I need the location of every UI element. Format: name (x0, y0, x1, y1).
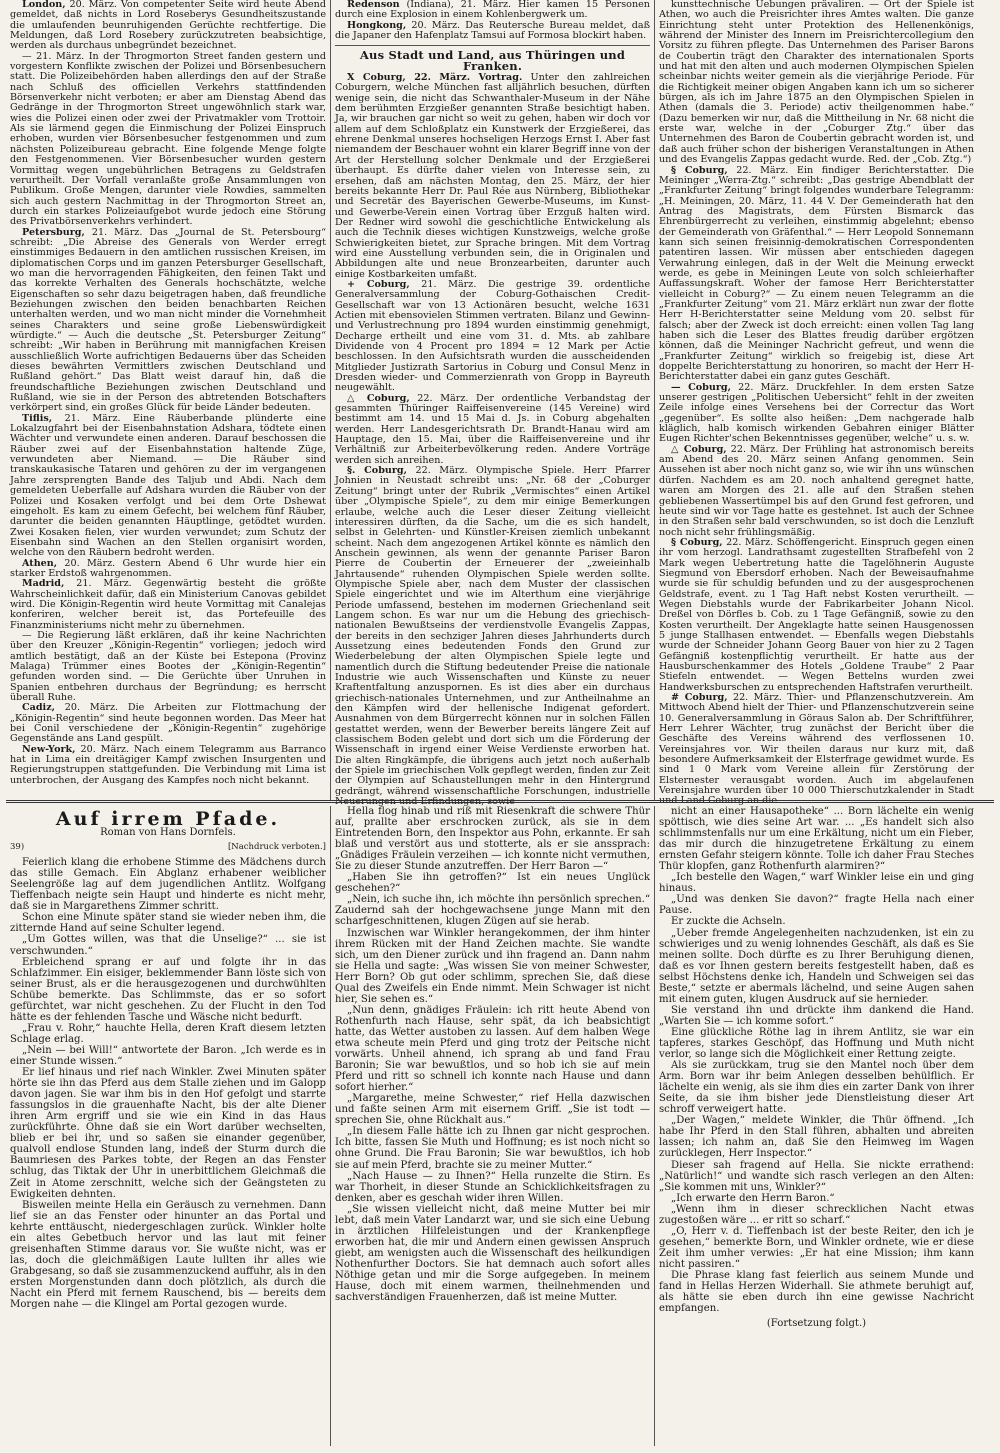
news-item (659, 383, 974, 445)
news-item (659, 538, 974, 693)
news-item-dateline: Tiflis, (22, 412, 53, 424)
news-item-dateline: + Coburg, (347, 278, 410, 290)
news-item-text: 21. März. Eine Räuberbande plünderte eine Lokalzugfahrt bei der Eisenbahnstation Adshara, tödtete einen Wächter und verwundete einen anderen. Darauf beschossen die Räuber zwei auf der Eisenbahnstation haltende Züge, verwundeten aber Niemand. — Die Räuber sind transkaukasische Tataren und gehören zu der im vergangenen Jahre zersprengten Bande des Taljub und Abdi. Nach dem gemeldeten Ueberfalle auf Adshara wurden die Räuber von der Polizei und Kosaken verfolgt und bei dem Orte Dshewat eingeholt. Es kam zu einem Gefecht, bei welchem fünf Räuber, darunter die beiden genannten Häuptlinge, getödtet wurden. Zwei Kosaken fielen, vier wurden verwundet; zum Schutz der Eisenbahn sind Wachen an den Stellen organisirt worden, welche von den Räubern bedroht werden. (10, 412, 326, 559)
feuilleton-section (6, 806, 994, 1446)
reprint-notice: [Nachdruck verboten.] (227, 842, 326, 853)
news-item (10, 559, 326, 580)
news-item-dateline: — Coburg, (671, 381, 731, 393)
story-paragraph: „Frau v. Rohr,“ hauchte Hella, deren Kraft diesem letzten Schlage erlag. (10, 1022, 326, 1045)
story-paragraph: „Sie wissen vielleicht nicht, daß meine Mutter bei mir lebt, daß mein Vater Landarzt war, und sie sich eine Uebung in ärztlichen Hilfeleistungen und der Krankenpflege erworben hat, die mir und Andern einen gewissen Anspruch giebt, am wenigsten auch die Wissenschaft des heilkundigen Nothenfurther Doctors. Sie hat demnach auch sofort alles Nöthige getan und mir die Sorge aufgegeben. In meinem Hause, doch mit einem warmen, theilnehmenden und sachverständigen Frauenherzen, daß ist meine Mutter. (335, 1203, 650, 1304)
news-item (659, 0, 974, 166)
news-item (10, 414, 326, 559)
news-item-text: 20. März. Von competenter Seite wird heute Abend gemeldet, daß nichts in Lord Roseberys Gesundheitszustande die umlaufenden beunruhigenden Gerüchte rechtfertige. Die Meldungen, daß Lord Rosebery zurückzutreten beabsichtige, werden als durchaus unbegründet bezeichnet. (10, 0, 326, 52)
news-item-dateline: London, (22, 0, 66, 10)
news-item-text: 22. März. Thier- und Pflanzenschutzverein. Am Mittwoch Abend hielt der Thier- und Pflanzenschutzverein seine 10. Generalversammlung in Göraus Salon ab. Der Schriftführer, Herr Lehrer Wächter, trug zunächst der Bericht über die Geschäfte des Vereins während des verflossenen 10. Vereinsjahres vor. Wir theilen daraus nur kurz mit, daß besondere Aufmerksamkeit der Elsterfrage gewidmet wurde. Es sind 1 0 Mark vom Vereine allein für Zerstörung der Elsternester verausgabt worden. Auch im abgelaufenen Vereinsjahre wurden über 10 000 Thierschutzkalender in Stadt und Land Coburg an die (659, 692, 975, 807)
continued-note: (Fortsetzung folgt.) (766, 1318, 867, 1330)
story-paragraph: „Und was denken Sie davon?“ fragte Hella nach einer Pause. (659, 894, 974, 917)
news-item (659, 445, 974, 538)
news-item (10, 0, 326, 52)
story-paragraph: Die Phrase klang fast feierlich aus seinem Munde und fand in Hellas Herzen Widerhall. Sie athmete beruhigt auf, als hätte sie eben durch ihn eine gewisse Nachricht empfangen. (659, 1269, 974, 1315)
news-item-dateline: Cadiz, (22, 702, 55, 714)
news-item-text: 20. März. Gestern Abend 6 Uhr wurde hier ein starker Erdstoß wahrgenommen. (10, 557, 326, 579)
news-item (335, 466, 650, 807)
section-heading: Aus Stadt und Land, aus Thüringen und Franken. (335, 45, 650, 71)
story-paragraph: Feierlich klang die erhobene Stimme des Mädchens durch das stille Gemach. Ein Abglanz erhabener weiblicher Seelengröße lag auf dem jugendlichen Antlitz. Wolfgang Tieffenbach neigte sein Haupt und hinderte es nicht mehr, daß sie in Margarethens Zimmer schritt. (10, 857, 326, 913)
feuilleton-column-3 (654, 806, 978, 1446)
news-item (10, 228, 326, 414)
news-item-dateline: X Coburg, 22. März. Vortrag. (347, 72, 523, 84)
newspaper-page (6, 0, 994, 1453)
news-item-text: 21. März. Gegenwärtig besteht die größte Wahrscheinlichkeit dafür, daß ein Ministerium Canovas gebildet wird. Die Königin-Regentin wird heute Vormittag mit Canalejas konferiren, welcher bereit ist, das Portefeuille des Finanzministeriums nicht mehr zu übernehmen. (10, 578, 326, 631)
news-item-text: 21. März. Die gestrige 39. ordentliche Generalversammlung der Coburg-Gothaischen Credit-Gesellschaft war von 13 Actionären besucht, welche 1631 Actien mit ebensovielen Stimmen vertraten. Bilanz und Gewinn- und Verlustrechnung pro 1894 wurden einstimmig genehmigt, Decharge ertheilt und eine vom 31. d. Mts. ab zahlbare Dividende von 4 Procent pro 1894 = 12 Mark per Actie beschlossen. In den Aufsichtsrath wurden die ausscheidenden Mitglieder Justizrath Sartorius in Coburg und Consul Menz in Dresden wieder- und Commerzienrath von Gropp in Bayreuth neugewählt. (335, 278, 651, 394)
news-column-2-intro (335, 0, 650, 41)
feuilleton-column-1 (6, 806, 330, 1446)
news-item-text: 20. März. Die Arbeiten zur Flottmachung der „Königin-Regentin“ sind heute begonnen worden. Das Meer hat bei Conil verschiedene der „Königin-Regentin“ zugehörige Gegenstände ans Land gespült. (10, 702, 326, 745)
story-paragraph: „Nun denn, gnädiges Fräulein: ich ritt heute Abend von Rothenfurth nach Hause, sehr spät, da ich beabsichtigt hatte, das Wetter austoben zu lassen. Auf dem halben Wege etwa scheute mein Pferd und ging trotz der Peitsche nicht vorwärts. Unheil ahnend, ich sprang ab und fand Frau Baronin; Sie war bewußtlos, und so hob ich sie auf mein Pferd und ritt so schnell ich konnte nach Hause und dann sofort hierher.“ (335, 1004, 650, 1094)
news-item-text: (Indiana), 21. März. Hier kamen 15 Personen durch eine Explosion in einem Kohlenbergwerk um. (335, 0, 650, 21)
news-item-dateline: △ Coburg, (347, 392, 410, 404)
news-item-text: — 21. März. In der Throgmorton Street fanden gestern und vorgestern Konflikte zwischen der Polizei und Börsenbesuchern statt. Die Polizeibehörden haben allerdings den auf der Straße nach Schluß des officiellen Verkehrs stattfindenden Börsenverkehr nicht verboten; er aber am Dienstag Abend das Gedränge in der Throgmorton Street ungewöhnlich stark war, wies die Polizei einen oder zwei der Privatmakler vom Trottoir. Als sie lärmend gegen die Einmischung der Polizei Einspruch erhoben, wurden vier Börsenbesucher festgenommen und zum nächsten Polizeibureau gebracht. Eine folgende Menge folgte den Festgenommenen. Vier Börsenbesucher wurden gestern Vormittag wegen ungebührlichen Betragens zu Geldstrafen verurtheilt. Der Vorfall veranlaßte große Ansammlungen von Publikum. Große Mengen, darunter viele Rowdies, sammelten sich auch gestern Nachmittag in der Throgmorton Street an, durch ein starkes Polizeiaufgebot wurde jedoch eine Störung des Privatbörsenverkehrs verhindert. (10, 50, 326, 228)
story-paragraph: Schon eine Minute später stand sie wieder neben ihm, die zitternde Hand auf seine Schulter legend. (10, 912, 326, 935)
news-item (659, 693, 974, 807)
news-item-dateline: §. Coburg, (347, 465, 407, 477)
story-paragraph: Bisweilen meinte Hella ein Geräusch zu vernehmen. Dann lief sie an das Fenster oder hinunter an das Portal und kehrte enttäuscht, niedergeschlagen zurück. Winkler holte ein altes Gebetbuch hervor und las laut mit feiner greisenhaften Stimme daraus vor. Sie wußte nicht, was er las, doch die gleichmäßigen Laute lullten ihr alles wie Grabgesang, so daß sie zusammenzuckend auffuhr, als in den ersten Morgenstunden dann doch plötzlich, als durch die Nacht ein Pferd mit fernem Rauschend, bis — bereits dem Morgen nahe — die Klingel am Portal gezogen wurde. (10, 1199, 326, 1311)
news-item-dateline: Hongkong, (347, 19, 407, 31)
news-item (10, 579, 326, 631)
feuilleton-divider (6, 800, 994, 803)
feuilleton-title: Auf irrem Pfade. (55, 808, 281, 830)
news-item (335, 73, 650, 280)
feuilleton-author: Roman von Hans Dornfels. (100, 827, 236, 839)
news-item-dateline: Madrid, (22, 578, 65, 590)
story-paragraph: „Ich erwarte den Herrn Baron.“ (671, 1192, 835, 1204)
story-paragraph: „In diesem Falle hätte ich zu Ihnen gar nicht gesprochen. Ich bitte, fassen Sie Muth und Hoffnung; es ist noch nicht so ohne Grund. Die Frau Baronin; Sie war bewußtlos, ich hob sie auf mein Pferd, brachte sie zu meiner Mutter.“ (335, 1126, 650, 1171)
story-paragraph: „Ich bestelle den Wagen,“ warf Winkler leise ein und ging hinaus. (659, 872, 974, 895)
news-item (10, 52, 326, 228)
news-item-dateline: New-York, (22, 743, 76, 755)
story-paragraph: Er zuckte die Achseln. (671, 916, 786, 928)
story-paragraph: „Um Gottes willen, was that die Unselige?“ ... sie ist verschwunden.“ (10, 934, 326, 957)
story-paragraph: Dieser sah fragend auf Hella. Sie nickte errathend: „Natürlich!“ und wandte sich rasch verlegen an den Alten: „Sie kommen mit uns, Winkler?“ (659, 1159, 974, 1193)
news-item-text: 22. März. Schöffengericht. Einspruch gegen einen ihr vom herzogl. Landrathsamt zugestellten Strafbefehl von 2 Mark wegen Uebertretung hatte die Tagelöhnerin Auguste Siegmund von Ebersdorf erhoben. Nach der Beweisaufnahme wurde sie für schuldig befunden und zu der ausgesprochenen Geldstrafe, event. zu 1 Tag Haft nebst Kosten verurtheilt. — Wegen Diebstahls wurde der Fabrikarbeiter Johann Nicol. Dreßel von Dörfles b. Cob. zu 1 Tage Gefängniß, sowie zu den Kosten verurtheilt. Der Angeklagte hatte seinen Hausgenossen 5 junge Stallhasen entwendet. — Ebenfalls wegen Diebstahls wurde der Schneider Johann Georg Bauer von hier zu 2 Tagen Gefängniß kostenpflichtig verurtheilt. Er hatte aus der Hausburschenkammer des Hotels „Goldene Traube“ 2 Paar Stiefeln entwendet. — Wegen Bettelns wurden zwei Handwerksburschen zu entsprechenden Haftstrafen verurtheilt. (659, 536, 974, 693)
news-item-text: — Die Regierung läßt erklären, daß ihr keine Nachrichten über den Kreuzer „Königin-Regentin“ vorliegen; jedoch wird amtlich bestätigt, daß an der Küste bei Estepona (Provinz Malaga) Trümmer eines Bootes der „Königin-Regentin“ gefunden worden sind. — Die Gerüchte über Unruhen in Spanien entbehren durchaus der Begründung; es herrscht überall Ruhe. (10, 629, 326, 704)
news-item (335, 394, 650, 466)
story-paragraph: „Nach Hause — zu Ihnen?“ Hella runzelte die Stirn. Es war Thorheit, in dieser Stunde an Schicklichkeitsfragen zu denken, aber es geschah wider ihren Willen. (335, 1170, 650, 1204)
news-item-text: 22. März. Der Frühling hat astronomisch bereits am Abend des 20. März seinen Anfang genommen. Sein Aussehen ist aber noch nicht ganz so, wie wir ihn uns wünschen dürfen. Nachdem es am 20. noch anhaltend geregnet hatte, waren am Morgen des 21. alle auf den Straßen stehen gebliebenen Wassertümpel bis auf den Grund fest gefroren, und heute sind wir vor Tage hatte es gestehnet. Ist auch der Schnee in den Straßen sehr bald verschwunden, so ist doch die Lenzluft noch nicht sehr frühlingsmäßig. (659, 443, 974, 538)
news-item-dateline: § Coburg, (671, 536, 723, 548)
news-item-text: 22. März. Ein findiger Berichterstatter. Die Meininger „Werra-Ztg.“ schreibt: „Das gestrige Abendblatt der „Frankfurter Zeitung“ bringt folgendes wunderbare Telegramm: „H. Meiningen, 20. März, 11. 44 V. Der Gemeinderath hat den Antrag des Magistrats, dem Fürsten Bismarck das Ehrenbürgerrecht zu verleihen, einstimmig abgelehnt; ebenso der Gemeinderath von Gräfenthal.“ — Herr Leopold Sonnemann kann sich seinen freisinnig-demokratischen Correspondenten patentiren lassen. Wir müssen aber entschieden dagegen Verwahrung einlegen, daß in der Welt die Meinung erweckt werde, es gebe in Meiningen Leute von solch schleierhafter Auffassungskraft. Woher der famose Herr Berichterstatter vielleicht in Coburg?“ — Zu einem neuen Telegramm an die „Frankfurter Zeitung“ vom 21. März erklärt nun zwar der flotte Herr H-Berichterstatter seine Meldung vom 20. selbst für falsch; aber der Zweck ist doch erreicht: einen vollen Tag lang haben sich die Leser des Blattes freudig darüber ergötzen können, daß die Meininger Nachricht gefreut, und wenn die „Frankfurter Zeitung“ wirklich so freigebig ist, diese Art doppelte Berichterstattung zu honoriren, so macht der Herr H-Berichterstatter dabei ein ganz gutes Geschäft. (659, 164, 974, 383)
story-paragraph: „O, Herr v. d. Tieffenbach ist der beste Reiter, den ich je gesehen,“ bemerkte Born, und Winkler ordnete, wie er diese Zeit ihm umher verwies: „Er hat eine Mission; ihm kann nicht passiren.“ (659, 1225, 974, 1270)
story-paragraph: „Der Wagen,“ meldete Winkler, die Thür öffnend. „Ich habe Ihr Pferd in den Stall führen, abhalten und abreiten lassen; ich nahm an, daß Sie den Heimweg im Wagen zurücklegen, Herr Inspector.“ (659, 1115, 974, 1160)
news-item-text: 22. März. Olympische Spiele. Herr Pfarrer Johnien in Neustadt schreibt uns: „Nr. 68 der „Coburger Zeitung“ bringt unter der Rubrik „Vermischtes“ einen Artikel über „Olympische Spiele“, zu dem mir einige Bemerkungen erlaube, welche auch die Leser dieser Zeitung vielleicht interessiren dürften, da die Sache, um die es sich handelt, selbst in Gelehrten- und Künstler-Kreisen ziemlich unbekannt scheint. Nach dem angezogenen Artikel könnte es nämlich den Anschein gewinnen, als wenn der genannte Pariser Baron Pierre de Coubertin der Erneuerer der „zweieinhalb Jahrtausende“ ruhenden Olympischen Spiele werden sollte. Olympische Spiele aber, nach dem Muster der classischen Spiele eingerichtet und wie im Alterthum eine vierjährige Periode umfassend, bestehen im modernen Griechenland seit Langem schon. Es war nur um die Hebung des griechisch-nationalen Bewußtseins der verdienstvolle Evangelis Zappas, der bereits in den sechziger Jahren dieses Jahrhunderts durch Aussetzung eines bedeutenden Fonds den Grund zur Wiederbelebung der alten Olympischen Spiele legte und namentlich durch die Stiftung bedeutender Preise die nationale Industrie wie auch Wissenschaften und Künste zu neuer Kraftentfaltung anzuspornen. Es ist dies aber ein durchaus griechisch-nationales Unternehmen, und zur Antheilnahme an den Kämpfen wird der hellenische Indigenat gefordert. Ausnahmen von dem Bürgerrecht können nur in solchen Fällen gestattet werden, wenn der Bewerber bereits längere Zeit auf classischem Boden gelebt und dort sich um die Förderung der Wissenschaft in irgend einer Weise Verdienste erworben hat. Die alten Ringkämpfe, die übrigens auch jetzt noch außerhalb der Spiele im griechischen Volk gepflegt werden, finden zur Zeit der Olympien auf Schaustellungen mehr in den Hintergrund gedrängt, während wissenschaftliche Forschungen, industrielle Neuerungen und Erfindungen, sowie (335, 465, 650, 808)
news-item-dateline: △ Coburg, (671, 443, 727, 455)
feuilleton-meta (10, 842, 326, 853)
news-item (10, 703, 326, 744)
feuilleton-column-2 (330, 806, 654, 1446)
news-item-text: kunsttechnische Uebungen prävaliren. — Ort der Spiele ist Athen, wo auch die Preisrichter ihres Amtes walten. Die ganze Einrichtung steht unter Protektion des Hellenenkönigs, während der Minister des Innern im Preisrichtercollegium den Vorsitz zu führen pflegte. Das Unternehmen des Pariser Barons de Coubertin trägt den Charakter des internationalen Sports und hat mit den alten und auch modernen Olympischen Spielen scheinbar nichts weiter gemein als die vierjährige Periode. Für die Richtigkeit meiner obigen Angaben kann ich um so sicherer bürgen, als ich im Jahre 1875 an den Olympischen Spielen in Athen (damals die 3. Periode) activ theilgenommen habe.“ (Dazu bemerken wir nur, daß die Mittheilung in Nr. 68 nicht die erste war, welche in der „Coburger Ztg.“ über das Unternehmen des Baron de Coubertin gebracht worden ist, und daß auch früher schon der bisherigen Veranstaltungen in Athen und des Evangelis Zappas gedacht wurde. Red. der „Cob. Ztg.“) (659, 0, 974, 166)
story-paragraph: „Haben Sie ihn getroffen?“ Ist ein neues Unglück geschehen?“ (335, 872, 650, 895)
story-paragraph: Hella flog hinab und riß mit Riesenkraft die schwere Thür auf, prallte aber erschrocken zurück, als sie in dem Eintretenden Born, den Inspektor aus Pohn, erkannte. Er sah blaß und verstört aus und stotterte, als er sie anssprach: „Gnädiges Fräulein verzeihen — ich konnte nicht vermuthen, Sie zu dieser Stunde anzutreffen. Der Herr Baron —“ (335, 806, 650, 873)
news-item-dateline: # Coburg, (671, 692, 728, 704)
news-item (10, 745, 326, 786)
news-item-dateline: Redenson (347, 0, 400, 10)
news-item-text: 21. März. Das „Journal de St. Petersbourg“ schreibt: „Die Abreise des Generals von Werder erregt einstimmiges Bedauern in den amtlichen russischen Kreisen, im diplomatischen Corps und im ganzen Petersburger Gesellschaft, wo man die hervorragenden Fähigkeiten, den feinen Takt und das korrekte Verhalten des Generals hochschätzte, welche Eigenschaften so sehr dazu beigetragen haben, daß freundliche Beziehungen zwischen den beiden benachbarten Reichen unterhalten werden, und wo man nicht minder die Vornehmheit seines Charakters und seine große Liebenswürdigkeit würdigte.“ — Auch die deutsche „St. Petersburger Zeitung“ schreibt: „Wir haben in Berührung mit mannigfachen Kreisen ausschließlich Worte aufrichtigen Bedauerns über das Scheiden dieses bewährten Vermittlers zwischen Deutschland und Rußland gehört.“ Das Blatt weist darauf hin, daß die freundschaftliche Beziehungen zwischen Deutschland und Rußland, wie sie in der Person des abtretenden Botschafters verkörpert sind, ein großes Glück für beide Länder bedeuten. (10, 226, 326, 414)
story-paragraph: „Wenn ihm in dieser schrecklichen Nacht etwas zugestoßen wäre ... er ritt so scharf.“ (659, 1203, 974, 1226)
story-paragraph: „Nein — bei Will!“ antwortete der Baron. „Ich werde es in einer Stunde wissen.“ (10, 1044, 326, 1067)
story-paragraph: Sie verstand ihn und drückte ihm dankend die Hand. „Warten Sie — ich komme sofort.“ (659, 1004, 974, 1027)
news-section (6, 0, 994, 808)
news-item-text: 20. März. Das Reutersche Bureau meldet, daß die Japaner den Hafenplatz Tamsui auf Formosa blockirt haben. (335, 19, 650, 42)
news-item-text: 22. März. Der ordentliche Verbandstag der gesammten Thüringer Raiffeisenvereine (145 Vereine) wird bestimmt am 14. und 15 Mai d. Js. in Coburg abgehalten werden. Herr Landesgerichtsrath Dr. Brandt-Hanau wird am Hauptage, den 15. Mai, über die Raiffeisenvereine und ihr Verhältniß zur Arbeiterbevölkerung reden. Andere Vorträge werden sich anreihen. (335, 392, 650, 466)
story-paragraph: „Ueber fremde Angelegenheiten nachzudenken, ist ein zu schwieriges und zu wenig lohnendes Geschäft, als daß es Sie meinen sollte. Doch dürfte es zu Ihrer Beruhigung dienen, daß es vor Ihnen gestern bereits festgestellt haben, daß es selbst Höchstens denke ich, Handeln und Schweigen sei das Beste,“ setzte er abermals lächelnd, und seine Augen sahen mit einem guten, klugen Ausdruck auf sie hernieder. (659, 927, 974, 1005)
feuilleton-column-3-body (659, 806, 974, 1314)
story-paragraph: „Nein, ich suche ihn, ich möchte ihn persönlich sprechen.“ Zaudernd sah der hochgewachsene junge Mann mit den scharfgeschnittenen, klugen Zügen auf sie herab. (335, 894, 650, 928)
news-item-dateline: Athen, (22, 557, 58, 569)
story-paragraph: „Margarethe, meine Schwester,“ rief Hella dazwischen und faßte seinen Arm mit eisernem Griff. „Sie ist todt — sprechen Sie, ohne Rückhalt aus.“ (335, 1093, 650, 1127)
story-paragraph: Erbleichend sprang er auf und folgte ihr in das Schlafzimmer. Ein eisiger, beklemmender Bann löste sich von seiner Brust, als er die herausgezogenen und durchwühlten Schübe bemerkte. Das Schlimmste, das er so sofort gefürchtet, war nicht geschehen. Zu der Flucht in den Tod hätte es der fehlenden Tasche und Wäsche nicht bedurft. (10, 956, 326, 1023)
news-item (10, 631, 326, 703)
news-item (335, 280, 650, 394)
news-item-text: Unter den zahlreichen Coburgern, welche München fast alljährlich besuchen, dürften wenige sein, die nicht das Schwanthaler-Museum in der Nähe dem berühmten Erzgießer genannten Straße besichtigt haben. Ja, wir brauchen gar nicht so weit zu gehen, haben wir doch vor allem auf dem Schloßplatz ein Kunstwerk der Erzgießerei, das ehrene Denkmal unseres hochseligen Herzogs Ernst I. Aber fast niemandem der Beschauer wohnt ein klarer Begriff inne von der Art der Herstellung solcher Denkmale und der Erzgießerei überhaupt. Es dürfte daher vielen von Interesse sein, zu ersehen, daß am nächsten Montag, den 25. März, der hier bereits bekannte Herr Dr. Paul Rée aus Nürnberg, Bibliothekar und Secretär des Bayerischen Gewerbe-Museums, im Kunst- und Gewerbe-Verein einen Vortrag über Erzguß halten wird. Der Redner wird sowohl die geschichtliche Entwickelung als auch die Technik dieses wichtigen Kunstzweigs, welche große Schwierigkeiten bietet, zur Sprache bringen. Mit dem Vortrag wird eine Ausstellung verbunden sein, die in Originalen und Abbildungen alte und neue Bronzearbeiten, darunter auch einige Kostbarkeiten umfaßt. (335, 72, 650, 280)
installment-number: 39) (10, 842, 25, 853)
news-item (335, 21, 650, 42)
news-item-text: 20. März. Nach einem Telegramm aus Barranco hat in Lima ein dreitägiger Kampf zwischen Insurgenten und Regierungstruppen stattgefunden. Die Verbindung mit Lima ist unterbrochen, der Ausgang des Kampfes noch nicht bekannt. (10, 743, 326, 786)
news-item (335, 0, 650, 21)
news-column-2-body (335, 73, 650, 807)
news-column-2 (330, 0, 654, 808)
news-item-text: 22. März. Druckfehler. In dem ersten Satze unserer gestrigen „Politischen Uebersicht“ fehlt in der zweiten Zeile infolge eines Versehens bei der Correctur das Wort „gegenüber“. Es sollte also heißen: „Dem nachgerade halb kläglich, halb komisch wirkenden Gebahren einiger Blätter Eugen Richter'schen Bekenntnisses gegenüber, welche“ u. s. w. (659, 381, 974, 445)
story-paragraph: Inzwischen war Winkler herangekommen, der ihm hinter ihrem Rücken mit der Hand Zeichen machte. Sie wandte sich, um den Diener zurück und ihn fragend an. Dann nahm sie Hella und sagte: „Was wissen Sie von meiner Schwester, Herr Born? Ob gut oder schlimm, sprechen Sie, daß diese Qual des Zweifels ein Ende nimmt. Mein Schwager ist nicht hier, Sie sehen es.“ (335, 927, 650, 1005)
story-paragraph: nicht an einer Hausapotheke“ ... Born lächelte ein wenig spöttisch, wie dies seine Art war. ... „Es handelt sich also schlimmstenfalls nur um eine Erkältung, nicht um ein Fieber, das mir durch die hinzugetretene Erkältung zu einem ernsten Gefahr steigern könnte. Tolle ich daher Frau Steches Thür klopfen, ganz Rothenfurth alarmiren?“ (659, 806, 974, 873)
news-column-1 (6, 0, 330, 800)
story-paragraph: Eine glückliche Röthe lag in ihrem Antlitz, sie war ein tapferes, starkes Geschöpf, das Hoffnung und Muth nicht verlor, so lange sich die Möglichkeit einer Rettung zeigte. (659, 1026, 974, 1061)
story-paragraph: Als sie zurückkam, trug sie den Mantel noch über dem Arm. Born war ihr beim Anlegen desselben behülflich. Er lächelte ein wenig, als sie ihm dies ein zarter Dank von ihrer Seite, da sie ihm bisher jede Dienstleistung dieser Art schroff verweigert hatte. (659, 1060, 974, 1116)
news-item-dateline: Petersburg, (22, 226, 85, 238)
story-paragraph: Er lief hinaus und rief nach Winkler. Zwei Minuten später hörte sie ihn das Pferd aus dem Stalle ziehen und im Galopp davon jagen. Sie war ihm bis in den Hof gefolgt und starrte fassungslos in die grauenhafte Nacht, bis der alte Diener ihren Arm ergriff und sie wie ein Kind in das Haus zurückführte. Ohne daß sie ein Wort darüber wechselten, blieb er bei ihr, und so saßen sie einander gegenüber, qualvoll endlose Stunden lang, indeß der Sturm durch die Baumriesen des Parkes tobte, der Regen an das Fenster schlug, das Tiktak der Uhr in unerbittlichem Gleichmaß die Zeit in Atome zerschnitt, welche sich der Geängsteten zu Ewigkeiten dehnten. (10, 1067, 326, 1200)
feuilleton-column-1-body (10, 857, 326, 1310)
news-item-dateline: § Coburg, (671, 164, 728, 176)
news-column-3 (654, 0, 978, 807)
news-item (659, 166, 974, 383)
